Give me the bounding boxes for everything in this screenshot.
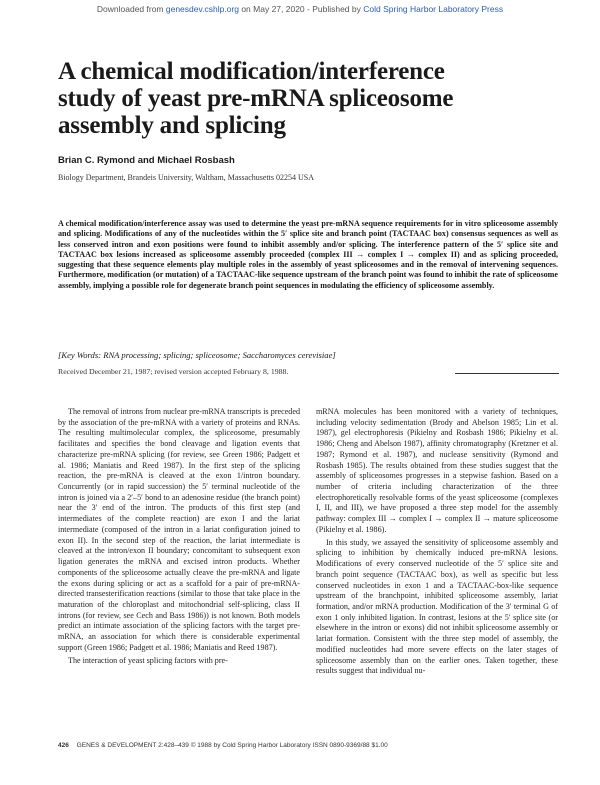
banner-prefix: Downloaded from bbox=[96, 4, 166, 14]
affiliation: Biology Department, Brandeis University, Waltham, Massachusetts 02254 USA bbox=[58, 173, 314, 182]
divider-rule bbox=[455, 373, 559, 374]
keywords: [Key Words: RNA processing; splicing; spliceosome; Saccharomyces cerevisiae] bbox=[58, 350, 336, 360]
banner-site-link[interactable]: genesdev.cshlp.org bbox=[165, 4, 239, 14]
body-column-left bbox=[58, 407, 300, 666]
received-date: Received December 21, 1987; revised version accepted February 8, 1988. bbox=[58, 367, 289, 376]
title-line-2: study of yeast pre-mRNA spliceosome bbox=[58, 85, 454, 112]
body-paragraph: In this study, we assayed the sensitivity of spliceosome assembly and splicing to inhibition by chemically induced pre-mRNA lesions. Modifications of every conserved nucleotide of the 5′ splice site and branch point sequence (TACTAAC box), as well as specific but less conserved nucleotides in exon 1 and a TACTAAC-box-like sequence upstream of the branchpoint, inhibited spliceosome assembly, lariat formation, and/or mRNA production. Modification of the 3′ terminal G of exon 1 only inhibited ligation. In contrast, lesions at the 5′ splice site (or elsewhere in the intron or exons) did not inhibit spliceosome assembly or lariat formation. Consistent with the three step model of assembly, the modified nucleotides had more severe effects on the later stages of spliceosome assembly than on the earlier ones. Taken together, these results suggest that individual nu- bbox=[316, 537, 558, 676]
body-paragraph: The removal of introns from nuclear pre-mRNA transcripts is preceded by the association of the pre-mRNA with a variety of proteins and RNAs. The resulting multimolecular complex, the spliceosome, presumably facilitates and specifies the bond cleavage and ligation events that characterize pre-mRNA splicing (for review, see Green 1986; Padgett et al. 1986; Maniatis and Reed 1987). In the first step of the splicing reaction, the pre-mRNA is cleaved at the exon 1/intron boundary. Concurrently (or in rapid succession) the 5′ terminal nucleotide of the intron is joined via a 2′–5′ bond to an adenosine residue (the branch point) near the 3′ end of the intron. The products of this first step (and intermediates of the complete reaction) are exon I and the lariat intermediate (composed of the intron in a lariat configuration joined to exon II). In the second step of the reaction, the lariat intermediate is cleaved at the intron/exon II boundary; concomitant to subsequent exon ligation generates the mRNA and excised intron products. Whether components of the spliceosome actually cleave the pre-mRNA and ligate the exons during splicing or act as a scaffold for a pair of pre-mRNA-directed transesterification reactions (similar to those that take place in the maturation of the chloroplast and mitochondrial self-splicing, class II introns (for review, see Cech and Bass 1986)) is not known. Both models predict an intimate association of the splicing factors with the target pre-mRNA, an association for which there is considerable experimental support (Green 1986; Padgett et al. 1986; Maniatis and Reed 1987). bbox=[58, 407, 300, 652]
title-line-3: assembly and splicing bbox=[58, 112, 286, 139]
title-line-1: A chemical modification/interference bbox=[58, 58, 445, 85]
body-column-right bbox=[316, 407, 558, 677]
footer-citation: GENES & DEVELOPMENT 2:428–439 © 1988 by Cold Spring Harbor Laboratory ISSN 0890-9369/88 $1.00 bbox=[76, 742, 388, 749]
banner-middle: on May 27, 2020 - Published by bbox=[238, 4, 364, 14]
page-number: 426 bbox=[58, 742, 69, 749]
banner-publisher-link[interactable]: Cold Spring Harbor Laboratory Press bbox=[363, 4, 504, 14]
article-title bbox=[58, 58, 558, 139]
body-paragraph: mRNA molecules has been monitored with a variety of techniques, including velocity sedimentation (Brody and Abelson 1985; Lin et al. 1987), gel electrophoresis (Pikielny and Rosbash 1986; Pikielny et al. 1986; Cheng and Abelson 1987), affinity chromatography (Kretzner et al. 1987; Rymond et al. 1987), and nuclease sensitivity (Rymond and Rosbash 1985). The results obtained from these studies suggest that the assembly of spliceosomes progresses in a stepwise fashion. Based on a number of criteria including characterization of the three electrophoretically resolvable forms of the yeast spliceosome (complexes I, II, and III), we have proposed a three step model for the assembly pathway: complex III → complex I → complex II → mature spliceosome (Pikielny et al. 1986). bbox=[316, 407, 558, 534]
abstract: A chemical modification/interference assay was used to determine the yeast pre-mRNA sequence requirements for in vitro spliceosome assembly and splicing. Modifications of any of the nucleotides within the 5′ splice site and branch point (TACTAAC box) consensus sequences as well as less conserved intron and exon positions were found to inhibit assembly and/or splicing. The interference pattern of the 5′ splice site and TACTAAC box lesions increased as spliceosome assembly proceeded (complex III → complex I → complex II) and as splicing proceeded, suggesting that these sequence elements play multiple roles in the assembly of yeast spliceosomes and in the removal of intervening sequences. Furthermore, modification (or mutation) of a TACTAAC-like sequence upstream of the branch point was found to inhibit the rate of spliceosome assembly, implying a possible role for degenerate branch point sequences in modulating the efficiency of spliceosome assembly. bbox=[58, 219, 558, 290]
body-paragraph: The interaction of yeast splicing factors with pre- bbox=[68, 655, 228, 665]
page-footer bbox=[58, 742, 558, 749]
download-banner bbox=[0, 4, 600, 14]
authors: Brian C. Rymond and Michael Rosbash bbox=[58, 155, 235, 166]
